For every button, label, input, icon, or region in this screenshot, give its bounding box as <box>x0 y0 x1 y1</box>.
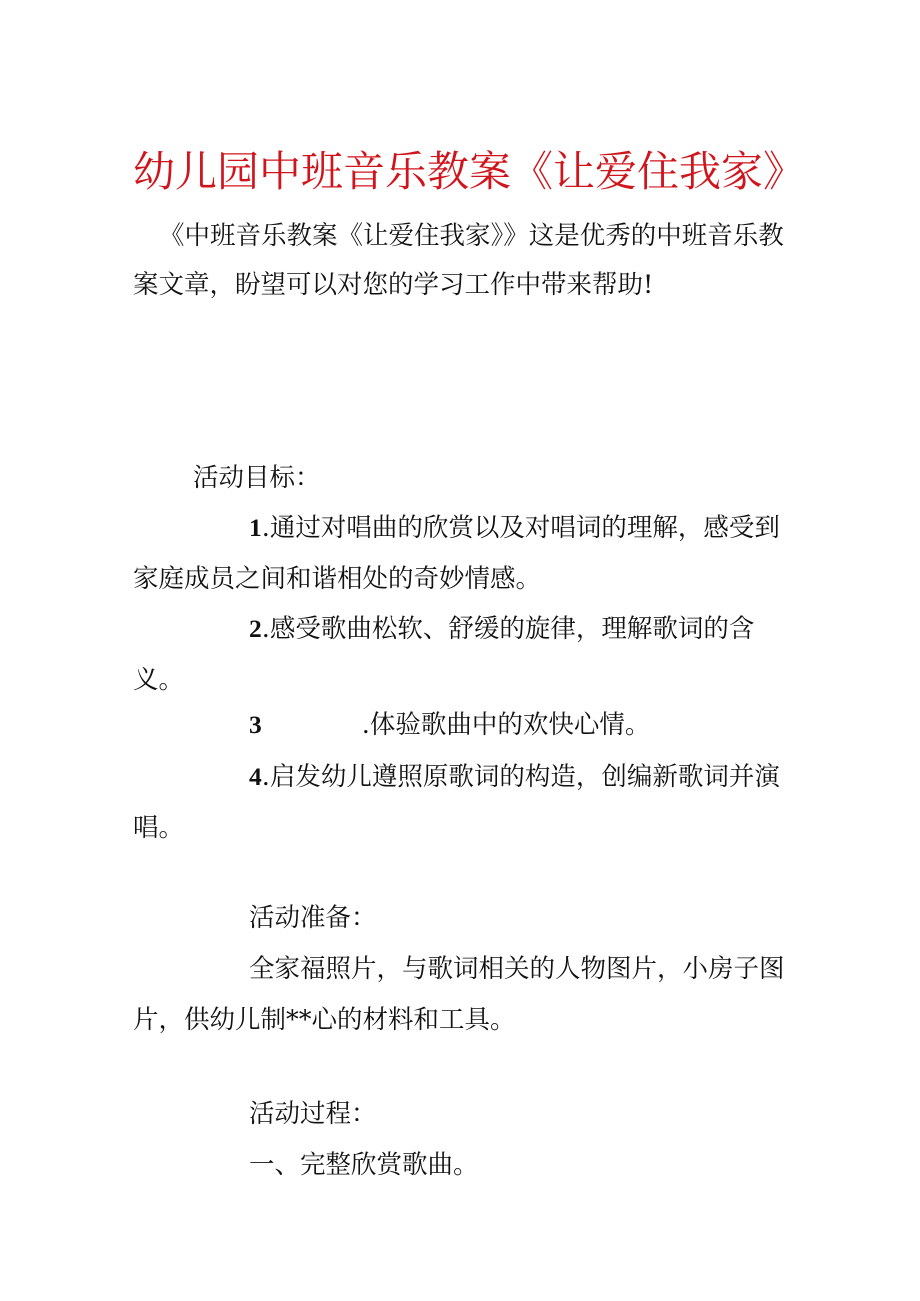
goal-text: .启发幼儿遵照原歌词的构造，创编新歌词并演唱。 <box>133 762 780 843</box>
goal-number: 3 <box>249 710 262 739</box>
goal-item-4 <box>133 751 793 854</box>
preparation-paragraph: 全家福照片，与歌词相关的人物图片，小房子图片，供幼儿制**心的材料和工具。 <box>133 954 785 1035</box>
goal-item-2 <box>133 603 793 706</box>
goal-text: .通过对唱曲的欣赏以及对唱词的理解，感受到家庭成员之间和谐相处的奇妙情感。 <box>133 513 780 594</box>
goal-item-1 <box>133 502 793 605</box>
goal-number: 4 <box>249 762 262 791</box>
process-heading: 活动过程： <box>249 1099 377 1129</box>
goal-item-3 <box>133 699 793 751</box>
goal-text: .体验歌曲中的欢快心情。 <box>361 710 651 740</box>
intro-paragraph: 《中班音乐教案《让爱住我家》》这是优秀的中班音乐教案文章，盼望可以对您的学习工作中带来帮助! <box>133 221 784 300</box>
process-step-1: 一、完整欣赏歌曲。 <box>249 1150 479 1180</box>
goals-heading: 活动目标： <box>193 463 321 493</box>
goal-number: 2 <box>249 614 262 643</box>
document-title: 幼儿园中班音乐教案《让爱住我家》 <box>133 147 806 196</box>
preparation-heading: 活动准备： <box>249 903 377 933</box>
goal-text: .感受歌曲松软、舒缓的旋律，理解歌词的含义。 <box>133 614 755 695</box>
goal-number: 1 <box>249 513 262 542</box>
